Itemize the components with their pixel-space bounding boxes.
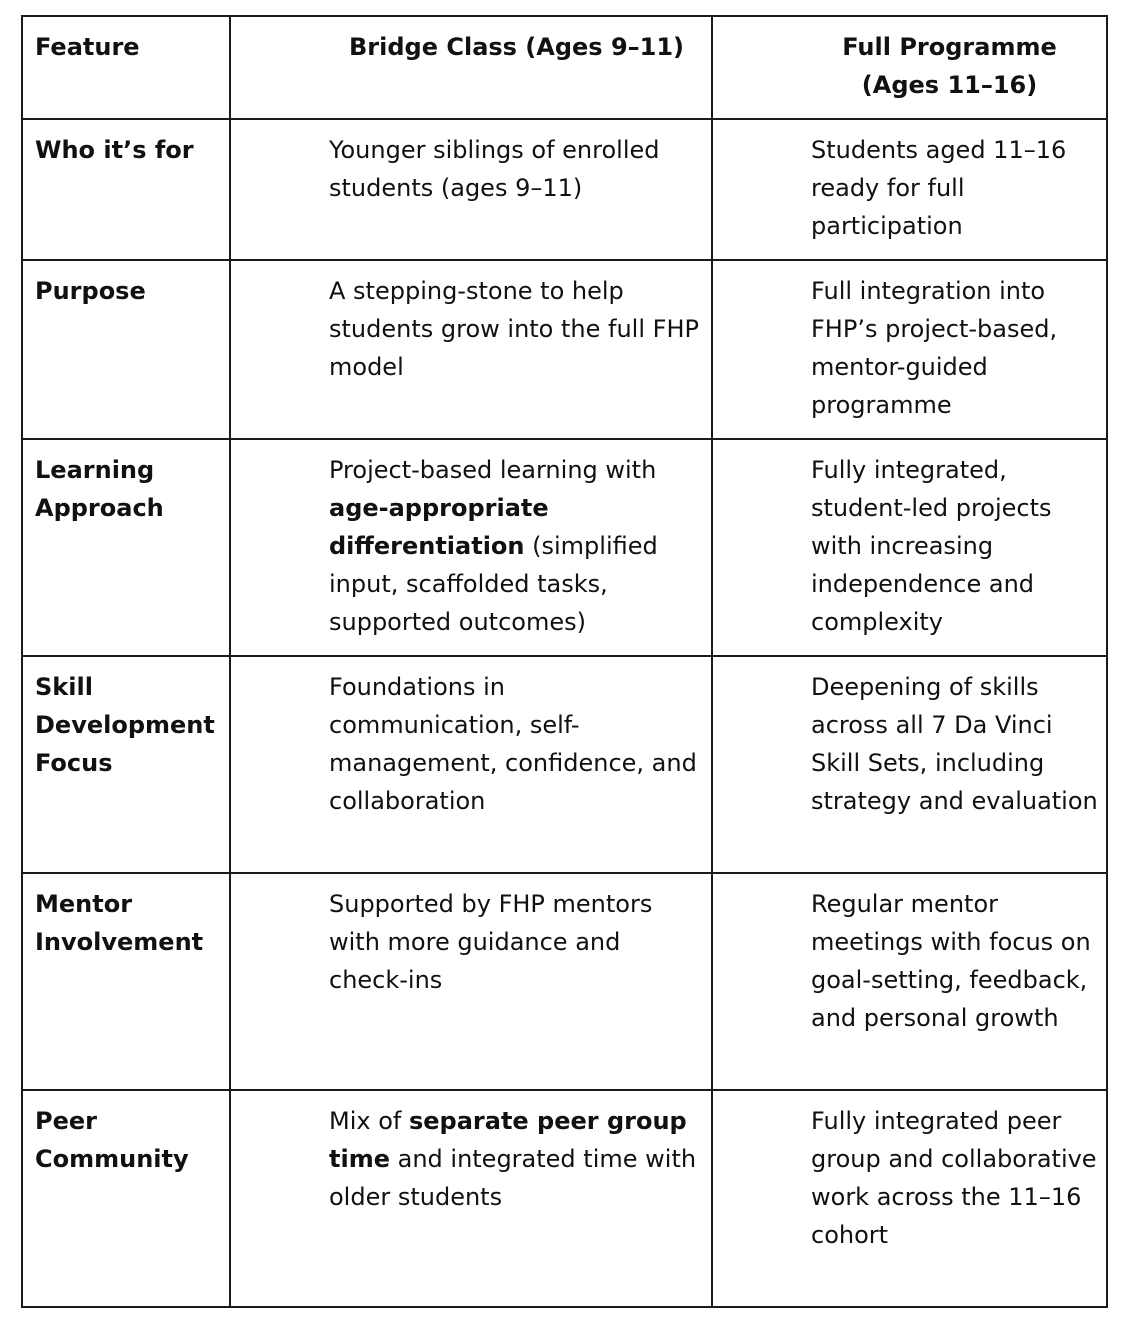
bridge-cell bbox=[230, 1090, 712, 1307]
header-row bbox=[22, 16, 1107, 119]
full-text: Full integration into FHP’s project-based, mentor-guided programme bbox=[811, 277, 1058, 419]
header-full-programme-label bbox=[713, 17, 1106, 114]
table-row bbox=[22, 656, 1107, 873]
table-row bbox=[22, 873, 1107, 1090]
bridge-text-pre: Mix of bbox=[329, 1107, 409, 1135]
bridge-cell bbox=[230, 439, 712, 656]
header-feature-label: Feature bbox=[35, 33, 140, 61]
table-row bbox=[22, 439, 1107, 656]
table-row bbox=[22, 1090, 1107, 1307]
bridge-text: Foundations in communication, self-management, confidence, and collaboration bbox=[329, 673, 697, 815]
bridge-text bbox=[231, 440, 711, 651]
full-cell bbox=[712, 656, 1107, 873]
feature-label: Learning Approach bbox=[35, 456, 164, 522]
full-cell bbox=[712, 260, 1107, 439]
bridge-text-emphasis: separate peer group time bbox=[329, 1107, 687, 1173]
bridge-text bbox=[231, 1091, 711, 1226]
feature-cell bbox=[22, 1090, 230, 1307]
comparison-table bbox=[21, 15, 1108, 1308]
bridge-text-pre: Project-based learning with bbox=[329, 456, 657, 484]
bridge-text: Supported by FHP mentors with more guidance and check-ins bbox=[329, 890, 653, 994]
header-feature bbox=[22, 16, 230, 119]
header-bridge-class-label: Bridge Class (Ages 9–11) bbox=[349, 33, 685, 61]
bridge-text-post: (simplified input, scaffolded tasks, supported outcomes) bbox=[329, 532, 658, 636]
header-full-programme-line2: (Ages 11–16) bbox=[861, 71, 1038, 99]
feature-cell bbox=[22, 119, 230, 260]
full-text: Students aged 11–16 ready for full participation bbox=[811, 136, 1067, 240]
feature-label: Mentor Involvement bbox=[35, 890, 204, 956]
bridge-cell bbox=[230, 119, 712, 260]
full-text: Regular mentor meetings with focus on goal-setting, feedback, and personal growth bbox=[811, 890, 1091, 1032]
full-text: Fully integrated peer group and collaborative work across the 11–16 cohort bbox=[811, 1107, 1097, 1249]
bridge-cell bbox=[230, 873, 712, 1090]
feature-label: Who it’s for bbox=[35, 136, 194, 164]
full-cell bbox=[712, 873, 1107, 1090]
bridge-text-emphasis: age-appropriate differentiation bbox=[329, 494, 549, 560]
bridge-cell bbox=[230, 260, 712, 439]
full-cell bbox=[712, 119, 1107, 260]
feature-cell bbox=[22, 873, 230, 1090]
header-bridge-class bbox=[230, 16, 712, 119]
header-full-programme-line1: Full Programme bbox=[842, 33, 1057, 61]
full-text: Deepening of skills across all 7 Da Vinci Skill Sets, including strategy and evaluation bbox=[811, 673, 1098, 815]
feature-cell bbox=[22, 439, 230, 656]
table-row bbox=[22, 260, 1107, 439]
feature-cell bbox=[22, 656, 230, 873]
full-cell bbox=[712, 439, 1107, 656]
feature-label: Purpose bbox=[35, 277, 146, 305]
bridge-cell bbox=[230, 656, 712, 873]
bridge-text-post: and integrated time with older students bbox=[329, 1145, 697, 1211]
full-cell bbox=[712, 1090, 1107, 1307]
feature-label: Skill Development Focus bbox=[35, 673, 215, 777]
table-row bbox=[22, 119, 1107, 260]
bridge-text: A stepping-stone to help students grow into the full FHP model bbox=[329, 277, 699, 381]
header-full-programme bbox=[712, 16, 1107, 119]
feature-cell bbox=[22, 260, 230, 439]
bridge-text: Younger siblings of enrolled students (ages 9–11) bbox=[329, 136, 660, 202]
feature-label: Peer Community bbox=[35, 1107, 189, 1173]
full-text: Fully integrated, student-led projects with increasing independence and complexity bbox=[811, 456, 1052, 636]
